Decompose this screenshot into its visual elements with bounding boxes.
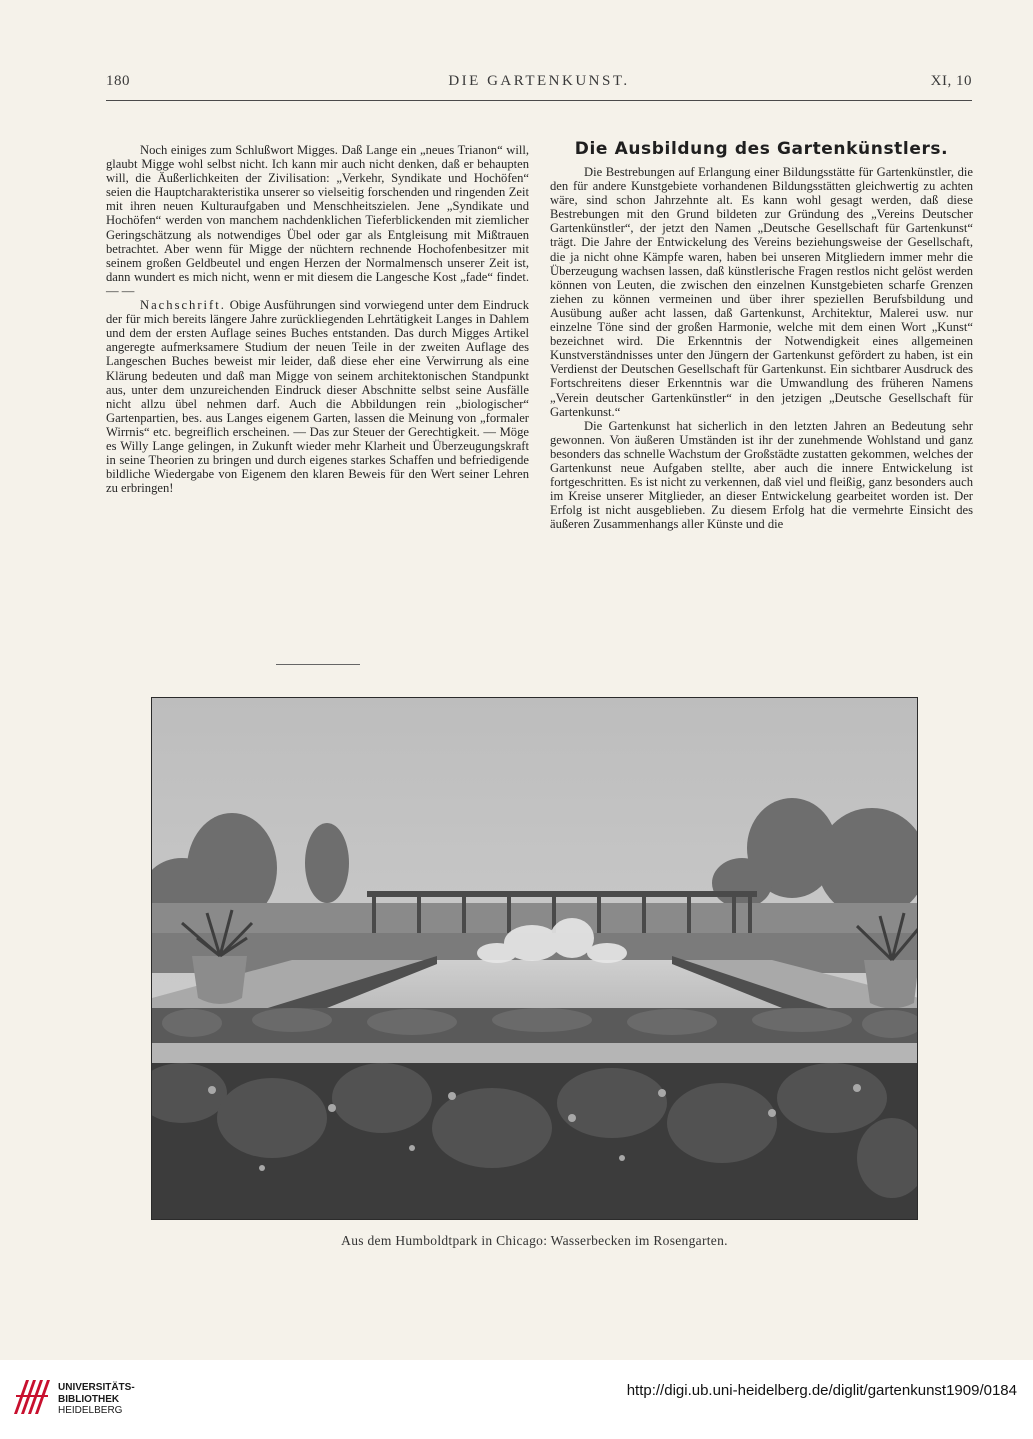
postscript-text: Obige Ausführungen sind vorwiegend unter dem Eindruck der für mich bereits längere Jahre zurückliegenden Lehrtätigkeit Langes in Dahlem und dem der ersten Auflage seines Buches entstanden. Das durch Migges Artikel angeregte aufmerksamere Studium der neuen Teile in der zweiten Auflage des Langeschen Buches beweist mir leider, daß diese eher eine Verwirrung als eine Klärung bedeuten und daß man Migge von seinem architektonischen Standpunkt aus, unter dem unzureichenden Eindruck dieser Abschnitte selbst seine Ausfälle nicht allzu übel nehmen darf. Auch die Abbildungen rein „biologischer“ Gartenpartien, bes. aus Langes eigenem Garten, lassen die Meinung von „formaler Wirrnis“ etc. begreiflich erscheinen. — Das zur Steuer der Gerechtigkeit. — Möge es Willy Lange gelingen, in Zukunft wieder mehr Klarheit und Überzeugungskraft in seine Theorien zu bringen und durch eigenes starkes Schaffen und befriedigende bildliche Wiedergabe von Eigenem den klaren Beweis für den Wert seiner Lehren zu erbringen! (106, 298, 529, 496)
left-paragraph-1: Noch einiges zum Schlußwort Migges. Daß Lange ein „neues Trianon“ will, glaubt Migge wohl selbst nicht. Ich kann mir auch nicht denken, daß er behaupten will, die Äußerlichkeiten der Zivilisation: „Verkehr, Syndikate und Hochöfen“ seien die Hauptcharakteristika unserer so vielseitig forschenden und ringenden Zeit mit ihren neuen Kulturaufgaben und Menschheitszielen. Jene „Syndikate und Hochöfen“ werden von manchem nachdenklichen Tieferblickenden mit ziemlicher Geringschätzung als notwendiges Übel oder gar als Entgleisung mit Mißtrauen betrachtet. Aber wenn für Migge der nüchtern rechnende Hochofenbesitzer mit seinem großen Geldbeutel und engen Herzen der Normalmensch unserer Zeit ist, dann wundert es mich nicht, wenn er mit diesem die Langesche Kost „fade“ findet. — — (106, 143, 529, 298)
heidelberg-library-logo-icon (12, 1374, 52, 1416)
library-footer (0, 1360, 1033, 1439)
right-column (550, 140, 973, 531)
postscript-label: Nachschrift. (140, 298, 226, 313)
library-name-line-2: BIBLIOTHEK (58, 1393, 120, 1405)
left-column (106, 143, 529, 495)
volume-issue: XI, 10 (930, 73, 972, 89)
permalink-url[interactable]: http://digi.ub.uni-heidelberg.de/diglit/gartenkunst1909/0184 (626, 1382, 1017, 1399)
library-name-line-1: UNIVERSITÄTS- (58, 1382, 135, 1393)
header-rule (106, 100, 972, 101)
journal-title: DIE GARTENKUNST. (448, 73, 630, 89)
right-paragraph-2: Die Gartenkunst hat sicherlich in den letzten Jahren an Bedeutung sehr gewonnen. Von äußeren Umständen ist ihr der zunehmende Wohlstand und ganz besonders das schnelle Wachstum der Großstädte zustatten gekommen, welches der Gartenkunst neue Aufgaben stellte, aber auch die innere Entwickelung ist fortgeschritten. Es ist nicht zu verkennen, daß viel und fleißig, ganz besonders auch im Kreise unserer Mitglieder, an dieser Entwickelung gearbeitet worden ist. Der Erfolg ist nicht ausgeblieben. Zu diesem Erfolg hat die vermehrte Einsicht des äußeren Zusammenhangs aller Künste und die (550, 418, 973, 532)
library-name (58, 1382, 135, 1417)
section-end-rule (276, 664, 360, 665)
right-paragraph-1: Die Bestrebungen auf Erlangung einer Bildungsstätte für Gartenkünstler, die den für andere Kunstgebiete vorhandenen Bildungsstätten gleichwertig zu achten wäre, sind schon Jahrzehnte alt. Es kann wohl gesagt werden, daß diese Bestrebungen mit den Grund bildeten zur Gründung des „Vereins Deutscher Gartenkünstler“, der jetzt den Namen „Deutsche Gesellschaft für Gartenkunst“ trägt. Die Jahre der Entwickelung des Vereins beziehungsweise der Gesellschaft, die ja nicht ohne Kämpfe waren, haben bei unseren Mitgliedern immer mehr die Überzeugung wachsen lassen, daß künstlerische Fragen restlos nicht gelöst werden können von Leuten, die zwischen den einzelnen Kunstgebieten scharfe Grenzen ziehen zu können vermeinen und über ihrer speziellen Berufsbildung und Ausübung außer acht lassen, daß Gartenkunst, Architektur, Malerei usw. nur einzelne Töne sind der großen Harmonie, welche mit dem einen Wort „Kunst“ bezeichnet wird. Die Erkenntnis der Notwendigkeit eines allgemeinen Kunstverständnisses unter den Jüngern der Gartenkunst gefördert zu haben, ist ein Verdienst der Deutschen Gesellschaft für Gartenkunst. Ein sichtbarer Ausdruck des Fortschreitens dieser Erkenntnis war die Umwandlung des früheren Namens „Verein deutscher Gartenkünstler“ in den jetzigen „Deutsche Gesellschaft für Gartenkunst.“ (550, 165, 973, 419)
page-number: 180 (106, 73, 130, 89)
article-heading: Die Ausbildung des Gartenkünstlers. (574, 139, 949, 159)
garden-photo-drawing (152, 698, 918, 1220)
library-name-line-3: HEIDELBERG (58, 1405, 123, 1416)
left-paragraph-2 (106, 298, 529, 495)
running-header (106, 73, 972, 95)
figure-caption: Aus dem Humboldtpark in Chicago: Wasserbecken im Rosengarten. (341, 1233, 728, 1248)
garden-photograph (151, 697, 918, 1220)
